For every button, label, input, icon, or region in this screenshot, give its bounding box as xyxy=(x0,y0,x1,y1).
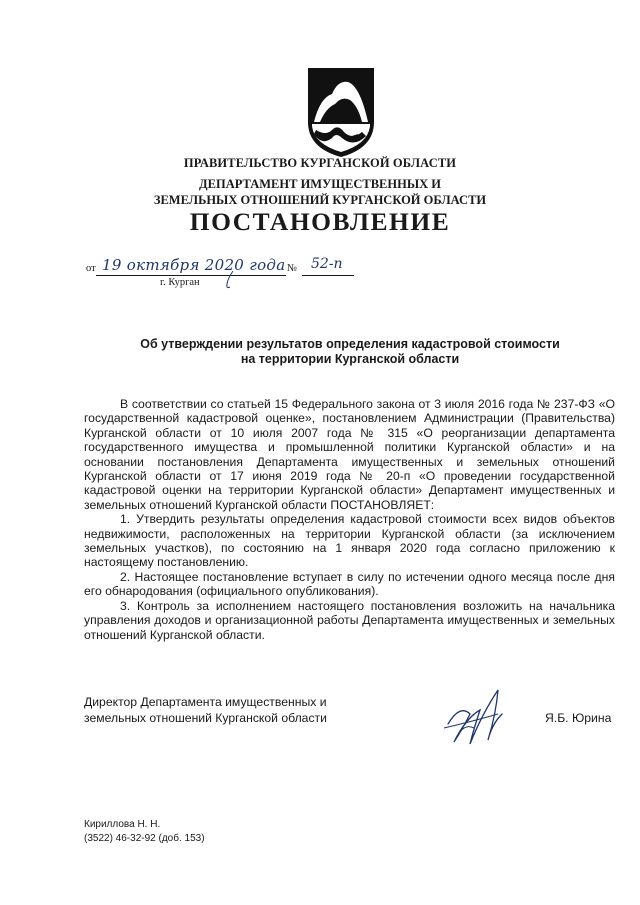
department-name-line1: ДЕПАРТАМЕНТ ИМУЩЕСТВЕННЫХ И xyxy=(199,177,441,191)
date-underline xyxy=(96,275,286,276)
signatory-position-line2: земельных отношений Курганской области xyxy=(84,710,327,725)
executor-info xyxy=(84,818,205,846)
department-name xyxy=(0,176,640,208)
date-handwritten: 19 октября 2020 года xyxy=(102,256,286,274)
document-subject xyxy=(120,337,580,367)
subject-line2: на территории Курганской области xyxy=(240,352,460,366)
body-paragraph-1: 1. Утвердить результаты определения кадастровой стоимости всех видов объектов недвижимости, расположенных на территории Курганской области (за исключением земельных участков), по состоянию на 1 января 2020 года согласно приложению к настоящему постановлению. xyxy=(84,512,615,570)
signatory-name: Я.Б. Юрина xyxy=(545,711,612,725)
handwriting-stroke-icon xyxy=(224,270,236,290)
number-prefix: № xyxy=(287,263,298,274)
department-name-line2: ЗЕМЕЛЬНЫХ ОТНОШЕНИЙ КУРГАНСКОЙ ОБЛАСТИ xyxy=(153,193,487,207)
number-handwritten: 52-п xyxy=(311,256,343,272)
document-body xyxy=(84,397,615,642)
coat-of-arms-icon xyxy=(302,64,380,160)
body-paragraph-3: 3. Контроль за исполнением настоящего постановления возложить на начальника управления доходов и организационной работы Департамента имущественных и земельных отношений Курганской области. xyxy=(84,598,615,642)
body-paragraph-preamble: В соответствии со статьей 15 Федерального закона от 3 июля 2016 года № 237-ФЗ «О государственной кадастровой оценке», постановлением Администрации (Правительства) Курганской области от 10 июля 2007 года № 315 «О реорганизации департамента государственного имущества и промышленной политики Курганской области» и на основании постановления Департамента имущественных и земельных отношений Курганской области от 17 июня 2019 года № 20-п «О проведении государственной кадастровой оценки на территории Курганской области» Департамент имущественных и земельных отношений Курганской области ПОСТАНОВЛЯЕТ: xyxy=(84,397,615,512)
number-underline xyxy=(302,275,354,276)
body-paragraph-2: 2. Настоящее постановление вступает в силу по истечении одного месяца после дня его обнародования (официального опубликования). xyxy=(84,569,615,599)
executor-name: Кириллова Н. Н. xyxy=(84,819,161,830)
subject-line1: Об утверждении результатов определения кадастровой стоимости xyxy=(140,337,560,351)
executor-phone: (3522) 46-32-92 (доб. 153) xyxy=(84,833,205,844)
document-type-title: ПОСТАНОВЛЕНИЕ xyxy=(189,207,451,236)
handwritten-signature-icon xyxy=(440,684,520,750)
date-prefix: от xyxy=(86,263,96,274)
government-name: ПРАВИТЕЛЬСТВО КУРГАНСКОЙ ОБЛАСТИ xyxy=(183,156,457,170)
signatory-position xyxy=(84,695,327,726)
city: г. Курган xyxy=(160,277,200,288)
signatory-position-line1: Директор Департамента имущественных и xyxy=(84,695,327,709)
